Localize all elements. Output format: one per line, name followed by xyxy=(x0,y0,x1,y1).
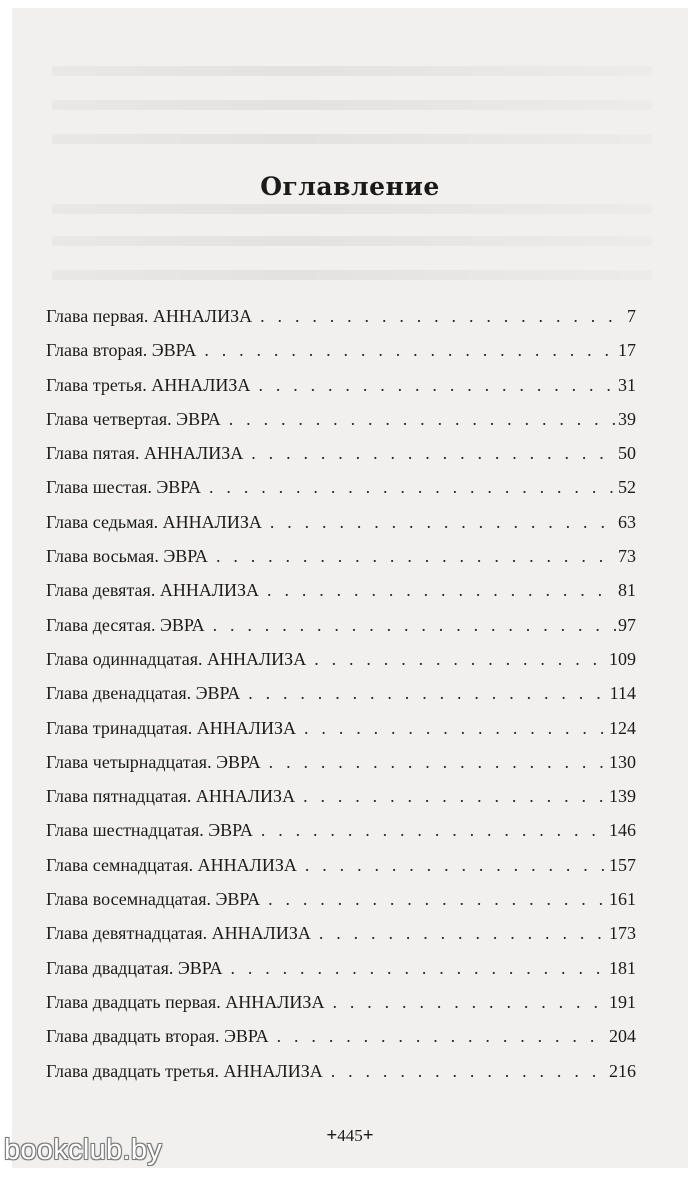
toc-entry-label: Глава шестая. ЭВРА xyxy=(46,477,202,498)
toc-entry-page: 81 xyxy=(618,580,636,601)
toc-entry-page: 181 xyxy=(609,957,636,978)
toc-dot-leader xyxy=(248,683,607,704)
toc-entry-page: 124 xyxy=(609,717,636,738)
toc-entry-label: Глава первая. АННАЛИЗА xyxy=(46,306,253,326)
toc-entry-label: Глава шестнадцатая. ЭВРА xyxy=(46,820,253,841)
toc-entry xyxy=(46,683,636,717)
toc-dot-leader xyxy=(303,786,607,807)
toc-entry-page: 73 xyxy=(618,546,636,567)
toc-entry-page: 146 xyxy=(609,820,636,841)
toc-entry xyxy=(46,409,636,443)
toc-entry xyxy=(46,306,636,340)
toc-entry xyxy=(46,580,636,614)
toc-dot-leader xyxy=(269,752,607,773)
toc-dot-leader xyxy=(270,512,616,533)
toc-entry-page: 97 xyxy=(618,614,636,635)
bleed-through-texture xyxy=(52,100,652,110)
toc-entry-page: 39 xyxy=(618,408,636,429)
toc-dot-leader xyxy=(229,409,616,430)
toc-dot-leader xyxy=(209,477,616,498)
folio-number: 445 xyxy=(337,1126,363,1145)
toc-entry xyxy=(46,477,636,511)
toc-entry-page: 161 xyxy=(609,889,636,910)
toc-entry-label: Глава третья. АННАЛИЗА xyxy=(46,374,251,395)
toc-entry-page: 17 xyxy=(618,340,636,361)
toc-dot-leader xyxy=(230,958,607,979)
toc-entry-page: 204 xyxy=(609,1026,636,1047)
bleed-through-texture xyxy=(52,204,652,214)
watermark-text: bookclub.by xyxy=(4,1134,163,1166)
toc-entry-page: 139 xyxy=(609,786,636,807)
toc-entry xyxy=(46,512,636,546)
toc-entry-page: 114 xyxy=(609,683,636,704)
toc-entry-label: Глава девятнадцатая. АННАЛИЗА xyxy=(46,923,311,944)
toc-entry-label: Глава десятая. ЭВРА xyxy=(46,614,205,635)
toc-entry-label: Глава семнадцатая. АННАЛИЗА xyxy=(46,854,297,875)
toc-entry xyxy=(46,340,636,374)
bleed-through-texture xyxy=(52,270,652,280)
toc-heading: Оглавление xyxy=(260,172,440,201)
toc-entry-label: Глава четырнадцатая. ЭВРА xyxy=(46,751,261,772)
toc-entry-label: Глава пятнадцатая. АННАЛИЗА xyxy=(46,786,296,807)
toc-entry-page: 173 xyxy=(609,923,636,944)
book-page xyxy=(12,8,688,1168)
toc-entry-page: 31 xyxy=(618,374,636,395)
toc-entry xyxy=(46,958,636,992)
toc-entry-page: 216 xyxy=(609,1060,636,1081)
toc-entry xyxy=(46,1026,636,1060)
toc-entry-label: Глава двадцатая. ЭВРА xyxy=(46,957,223,978)
toc-dot-leader xyxy=(204,340,616,361)
toc-entry-page: 109 xyxy=(609,648,636,669)
toc-entry xyxy=(46,375,636,409)
toc-entry-label: Глава тринадцатая. АННАЛИЗА xyxy=(46,717,297,738)
toc-entry-label: Глава восемнадцатая. ЭВРА xyxy=(46,889,261,910)
toc-dot-leader xyxy=(251,443,616,464)
toc-entry-label: Глава вторая. ЭВРА xyxy=(46,340,197,361)
toc-dot-leader xyxy=(332,992,607,1013)
toc-entry xyxy=(46,820,636,854)
toc-dot-leader xyxy=(268,889,607,910)
toc-entry-label: Глава двадцать вторая. ЭВРА xyxy=(46,1026,269,1047)
bleed-through-texture xyxy=(52,236,652,246)
toc-entry xyxy=(46,889,636,923)
toc-entry xyxy=(46,992,636,1026)
toc-entry-label: Глава седьмая. АННАЛИЗА xyxy=(46,511,262,532)
toc-entry xyxy=(46,923,636,957)
toc-dot-leader xyxy=(216,546,616,567)
toc-dot-leader xyxy=(314,649,607,670)
toc-entry-page: 50 xyxy=(618,443,636,464)
toc-entry xyxy=(46,718,636,752)
toc-entry xyxy=(46,1061,636,1095)
folio-ornament-right: + xyxy=(362,1125,374,1146)
toc-dot-leader xyxy=(260,306,625,327)
toc-dot-leader xyxy=(319,923,607,944)
toc-dot-leader xyxy=(213,615,616,636)
toc-dot-leader xyxy=(304,718,607,739)
toc-entry-label: Глава девятая. АННАЛИЗА xyxy=(46,580,260,601)
toc-entry-page: 7 xyxy=(627,306,636,326)
toc-dot-leader xyxy=(305,855,607,876)
table-of-contents xyxy=(46,306,636,1095)
toc-entry-label: Глава двадцать третья. АННАЛИЗА xyxy=(46,1060,323,1081)
toc-entry xyxy=(46,443,636,477)
toc-entry-label: Глава восьмая. ЭВРА xyxy=(46,546,208,567)
toc-dot-leader xyxy=(258,375,616,396)
toc-entry xyxy=(46,546,636,580)
toc-dot-leader xyxy=(261,820,607,841)
toc-entry-page: 63 xyxy=(618,511,636,532)
toc-dot-leader xyxy=(331,1061,607,1082)
toc-entry-page: 157 xyxy=(609,854,636,875)
bleed-through-texture xyxy=(52,66,652,76)
toc-entry xyxy=(46,649,636,683)
toc-dot-leader xyxy=(277,1026,607,1047)
toc-entry-page: 52 xyxy=(618,477,636,498)
bleed-through-texture xyxy=(52,134,652,144)
toc-entry-label: Глава четвертая. ЭВРА xyxy=(46,408,221,429)
folio-ornament-left: + xyxy=(326,1125,338,1146)
toc-entry-label: Глава пятая. АННАЛИЗА xyxy=(46,443,244,464)
toc-entry-label: Глава одиннадцатая. АННАЛИЗА xyxy=(46,648,307,669)
toc-entry-page: 130 xyxy=(609,751,636,772)
toc-entry xyxy=(46,786,636,820)
toc-entry xyxy=(46,615,636,649)
toc-entry-label: Глава двадцать первая. АННАЛИЗА xyxy=(46,991,325,1012)
toc-entry xyxy=(46,855,636,889)
toc-entry-page: 191 xyxy=(609,991,636,1012)
toc-dot-leader xyxy=(267,580,616,601)
toc-entry-label: Глава двенадцатая. ЭВРА xyxy=(46,683,241,704)
toc-entry xyxy=(46,752,636,786)
